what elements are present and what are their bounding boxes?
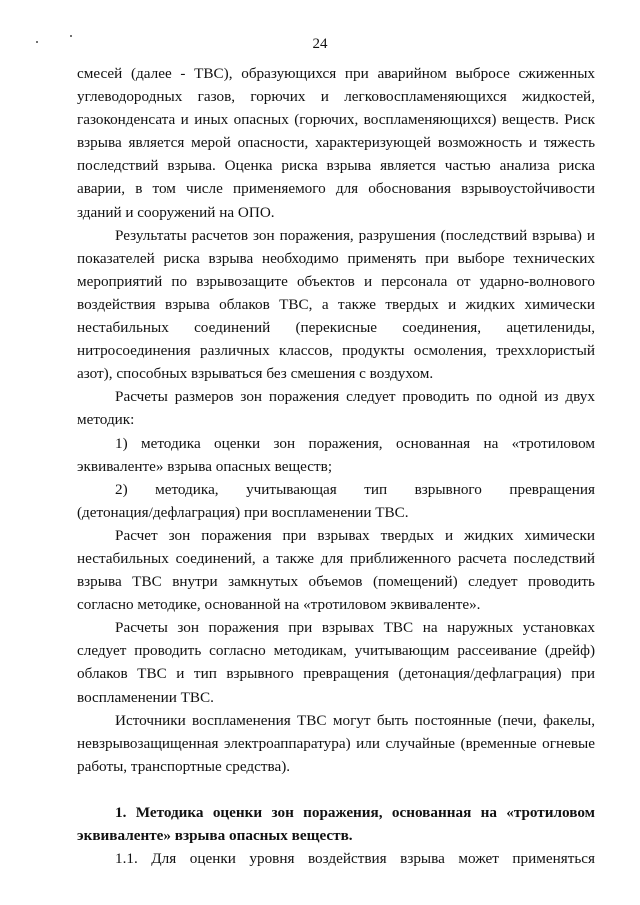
paragraph: [77, 847, 595, 870]
text-line: Расчет зон поражения при взрывах твердых и жидких химически: [115, 526, 595, 544]
text-line: следует проводить согласно методикам, учитывающим рассеивание (дрейф): [77, 642, 595, 660]
text-line: мероприятий по взрывозащите объектов и персонала от ударно-волнового: [77, 272, 595, 290]
text-line: газоконденсата и иных опасных (горючих, воспламеняющихся) веществ. Риск: [77, 111, 595, 129]
heading-line: 1. Методика оценки зон поражения, основанная на «тротиловом: [115, 803, 595, 821]
text-line: зданий и сооружений на ОПО.: [77, 203, 275, 221]
text-line: Расчеты зон поражения при взрывах ТВС на наружных установках: [115, 619, 595, 637]
page-number: 24: [312, 36, 328, 52]
text-line: облаков ТВС и тип взрывного превращения (детонация/дефлаграция) при: [77, 665, 595, 683]
text-line: (детонация/дефлаграция) при воспламенении ТВС.: [77, 503, 409, 521]
text-line: последствий взрыва. Оценка риска взрыва является частью анализа риска: [77, 157, 595, 175]
list-item: [77, 478, 595, 524]
paragraph: [77, 385, 595, 431]
text-line: нестабильных соединений (перекисные соединения, ацетилениды,: [77, 319, 595, 337]
text-line: показателей риска взрыва необходимо применять при выборе технических: [77, 249, 595, 267]
section-gap: [77, 778, 595, 801]
section-heading: [77, 801, 595, 847]
text-line: углеводородных газов, горючих и легковоспламеняющихся жидкостей,: [77, 88, 595, 106]
paragraph: [77, 224, 595, 386]
text-line: взрыва ТВС внутри замкнутых объемов (помещений) следует проводить: [77, 573, 595, 591]
text-line: взрыва является мерой опасности, характеризующей возможность и тяжесть: [77, 134, 595, 152]
paragraph: [77, 616, 595, 708]
list-item: [77, 432, 595, 478]
paragraph: [77, 709, 595, 778]
text-line: невзрывозащищенная электроаппаратура) или случайные (временные огневые: [77, 734, 595, 752]
text-line: методик:: [77, 411, 135, 429]
text-line: аварии, в том числе применяемого для обоснования взрывоустойчивости: [77, 180, 595, 198]
text-line: нестабильных соединений, а также для приближенного расчета последствий: [77, 549, 595, 567]
text-line: 1) методика оценки зон поражения, основанная на «тротиловом: [115, 434, 595, 452]
text-line: Расчеты размеров зон поражения следует проводить по одной из двух: [115, 388, 595, 406]
heading-line: эквиваленте» взрыва опасных веществ.: [77, 827, 353, 844]
text-line: 2) методика, учитывающая тип взрывного превращения: [115, 480, 595, 498]
text-line: согласно методике, основанной на «тротиловом эквиваленте».: [77, 596, 481, 614]
text-line: воздействия взрыва облаков ТВС, а также твердых и жидких химически: [77, 295, 595, 313]
text-line: Источники воспламенения ТВС могут быть постоянные (печи, факелы,: [115, 711, 595, 729]
text-line: работы, транспортные средства).: [77, 757, 291, 775]
paragraph: [77, 62, 595, 224]
text-line: эквиваленте» взрыва опасных веществ;: [77, 457, 333, 475]
text-line: Результаты расчетов зон поражения, разрушения (последствий взрыва) и: [115, 226, 595, 244]
text-line: смесей (далее - ТВС), образующихся при аварийном выбросе сжиженных: [77, 65, 595, 82]
text-line: азот), способных взрываться без смешения с воздухом.: [77, 365, 434, 383]
text-line: воспламенении ТВС.: [77, 688, 214, 706]
text-line: 1.1. Для оценки уровня воздействия взрыва может применяться: [115, 850, 595, 868]
text-line: нитросоединения различных классов, продукты осмоления, треххлористый: [77, 342, 595, 360]
document-body: [77, 62, 595, 870]
paragraph: [77, 524, 595, 616]
